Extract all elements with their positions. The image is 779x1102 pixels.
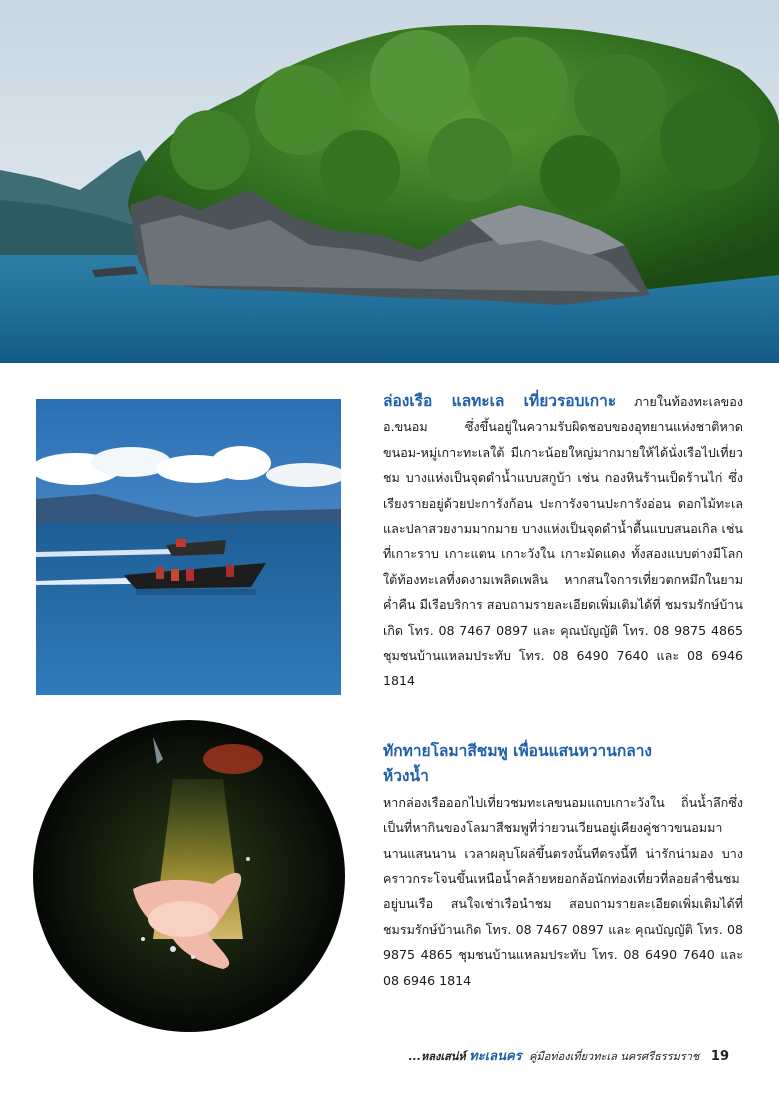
- pink-dolphin-photo: [33, 719, 346, 1033]
- boat-tour-photo: [36, 399, 341, 695]
- article-boat-tour-heading: ล่องเรือ แลทะเล เที่ยวรอบเกาะ: [383, 392, 617, 410]
- article-pink-dolphin-heading: ทักทายโลมาสีชมพู เพื่อนแสนหวานกลาง: [383, 742, 653, 760]
- article-pink-dolphin-paragraph: [383, 739, 743, 993]
- article-pink-dolphin-body: หากล่องเรือออกไปเที่ยวชมทะเลขนอมแถบเกาะวังใน ถิ่นน้ำลึกซึ่งเป็นที่หากินของโลมาสีชมพูที่ว่ายวนเวียนอยู่เคียงคู่ชาวขนอมมานานแสนนาน เวลาผลุบโผล่ขึ้นตรงนั้นทีตรงนี้ที น่ารักน่ามอง บางคราวกระโจนขึ้นเหนือน้ำคล้ายหยอกล้อนักท่องเที่ยวที่ลอยลำชื่นชมอยู่บนเรือ สนใจเช่าเรือนำชม สอบถามรายละเอียดเพิ่มเติมได้ที่ ชมรมรักษ์บ้านเกิด โทร. 08 7467 0897 และ คุณบัญญัติ โทร. 08 9875 4865 ชุมชนบ้านแหลมประทับ โทร. 08 6490 7640 และ 08 6946 1814: [383, 794, 743, 988]
- article-boat-tour-body: ภายในท้องทะเลของ อ.ขนอม ซึ่งขึ้นอยู่ในความรับผิดชอบของอุทยานแห่งชาติหาดขนอม-หมู่เกาะทะเลใต้ มีเกาะน้อยใหญ่มากมายให้ได้นั่งเรือไปเที่ยวชม บางแห่งเป็นจุดดำน้ำแบบสกูบ้า เช่น กองหินร้านเป็ดร้านไก่ ซึ่งเรียงรายอยู่ด้วยปะการังก้อน ปะการังจานปะการังอ่อน ดอกไม้ทะเล และปลาสวยงามมากมาย บางแห่งเป็นจุดดำน้ำตื้นแบบสนอเกิล เช่นที่เกาะราบ เกาะแตน เกาะวังใน เกาะมัดแดง ทั้งสองแบบต่างมีโลกใต้ท้องทะเลที่งดงามเพลิดเพลิน หากสนใจการเที่ยวตกหมึกในยามค่ำคืน มีเรือบริการ สอบถามรายละเอียดเพิ่มเติมได้ที่ ชมรมรักษ์บ้านเกิด โทร. 08 7467 0897 และ คุณบัญญัติ โทร. 08 9875 4865 ชุมชนบ้านแหลมประทับ โทร. 08 6490 7640 และ 08 6946 1814: [383, 394, 743, 689]
- page-footer: [408, 1045, 729, 1066]
- footer-guide-title: คู่มือท่องเที่ยวทะเล นครศรีธรรมราช: [529, 1050, 700, 1063]
- article-pink-dolphin: [383, 739, 743, 993]
- footer-brand-part2: ทะเลนคร: [469, 1049, 522, 1064]
- footer-brand-part1: ...หลงเสน่ห์: [408, 1050, 466, 1063]
- hero-island-photo: [0, 0, 779, 363]
- article-boat-tour-paragraph: [383, 389, 743, 694]
- article-boat-tour: [383, 389, 743, 694]
- page-number: 19: [710, 1049, 729, 1064]
- article-pink-dolphin-heading-tail: ห้วงน้ำ: [383, 767, 429, 786]
